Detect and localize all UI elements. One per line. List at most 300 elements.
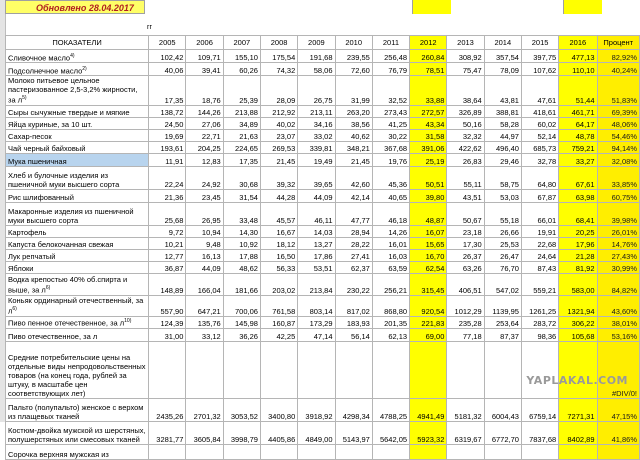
column-header-year-2014[interactable]: 2014 [484, 36, 521, 50]
value-cell-2008[interactable]: 212,92 [260, 105, 297, 117]
row-indicator-cell[interactable]: Пиво пенное отечественное, за $л^{10)}$ [6, 316, 149, 328]
value-cell-2016[interactable]: 1321,94 [559, 295, 597, 316]
value-cell-2014[interactable]: 6004,43 [484, 398, 521, 421]
highlight-cell-2016-top[interactable] [563, 0, 602, 14]
value-cell-2016[interactable]: 81,92 [559, 261, 597, 273]
value-cell-2016[interactable]: 51,44 [559, 76, 597, 106]
updated-date-cell[interactable]: Обновлено 28.04.2017 [5, 0, 145, 14]
value-cell-2009[interactable]: 34,16 [298, 117, 335, 129]
value-cell-2006[interactable]: 26,95 [186, 202, 223, 225]
value-cell-2006[interactable]: 135,76 [186, 316, 223, 328]
value-cell-2013[interactable]: 38,64 [447, 76, 484, 106]
value-cell-2005[interactable] [149, 341, 186, 398]
value-cell-2005[interactable]: 193,61 [149, 141, 186, 153]
value-cell-2013[interactable]: 6319,67 [447, 421, 484, 444]
row-indicator-cell[interactable]: Костюм-двойка мужской из шерстяных, полушерстяных или смесовых тканей [6, 421, 149, 444]
value-cell-2010[interactable]: 38,56 [335, 117, 372, 129]
column-header-year-2012[interactable]: 2012 [410, 36, 447, 50]
value-cell-2008[interactable]: 42,25 [260, 328, 297, 341]
percent-cell[interactable]: 48,06% [597, 117, 639, 129]
value-cell-2011[interactable]: 201,35 [372, 316, 409, 328]
value-cell-2010[interactable]: 28,94 [335, 225, 372, 237]
value-cell-2007[interactable]: 14,30 [223, 225, 260, 237]
value-cell-2009[interactable]: 47,14 [298, 328, 335, 341]
value-cell-2015[interactable]: 19,91 [521, 225, 558, 237]
value-cell-2014[interactable]: 1139,95 [484, 295, 521, 316]
value-cell-2011[interactable]: 32,52 [372, 76, 409, 106]
value-cell-2008[interactable]: 16,67 [260, 225, 297, 237]
value-cell-2008[interactable]: 16,50 [260, 249, 297, 261]
value-cell-2007[interactable]: 36,26 [223, 328, 260, 341]
value-cell-2016[interactable]: 8402,89 [559, 421, 597, 444]
value-cell-2010[interactable]: 348,21 [335, 141, 372, 153]
value-cell-2008[interactable]: 175,54 [260, 50, 297, 63]
value-cell-2015[interactable]: 685,73 [521, 141, 558, 153]
value-cell-2011[interactable]: 45,36 [372, 166, 409, 189]
row-indicator-cell[interactable]: Яблоки [6, 261, 149, 273]
value-cell-2009[interactable]: 14,03 [298, 225, 335, 237]
column-header-year-2010[interactable]: 2010 [335, 36, 372, 50]
percent-cell[interactable]: 54,46% [597, 129, 639, 141]
value-cell-2007[interactable]: 700,06 [223, 295, 260, 316]
value-cell-2015[interactable]: 283,72 [521, 316, 558, 328]
value-cell-2016[interactable]: 105,68 [559, 328, 597, 341]
value-cell-2011[interactable]: 76,79 [372, 63, 409, 76]
value-cell-2013[interactable]: 63,26 [447, 261, 484, 273]
value-cell-2007[interactable]: 3998,79 [223, 421, 260, 444]
value-cell-2014[interactable]: 44,97 [484, 129, 521, 141]
value-cell-2015[interactable]: 60,02 [521, 117, 558, 129]
value-cell-2014[interactable]: 26,47 [484, 249, 521, 261]
value-cell-2016[interactable]: 67,61 [559, 166, 597, 189]
row-indicator-cell[interactable]: Молоко питьевое цельное пастеризованное 2,5-3,2% жирности, за $л^{5)}$ [6, 76, 149, 106]
value-cell-2015[interactable]: 52,14 [521, 129, 558, 141]
value-cell-2013[interactable]: 32,32 [447, 129, 484, 141]
value-cell-2014[interactable]: 53,03 [484, 189, 521, 202]
value-cell-2010[interactable]: 263,20 [335, 105, 372, 117]
value-cell-2011[interactable]: 46,18 [372, 202, 409, 225]
value-cell-2009[interactable] [298, 444, 335, 459]
value-cell-2011[interactable] [372, 444, 409, 459]
value-cell-2016[interactable]: 306,22 [559, 316, 597, 328]
value-cell-2007[interactable] [223, 444, 260, 459]
value-cell-2013[interactable]: 23,18 [447, 225, 484, 237]
value-cell-2016[interactable]: 20,25 [559, 225, 597, 237]
value-cell-2016[interactable]: 21,28 [559, 249, 597, 261]
value-cell-2014[interactable]: 58,75 [484, 166, 521, 189]
value-cell-2012[interactable]: 920,54 [410, 295, 447, 316]
column-header-year-2015[interactable]: 2015 [521, 36, 558, 50]
row-indicator-cell[interactable]: Пиво отечественное, за л [6, 328, 149, 341]
value-cell-2012[interactable]: 391,06 [410, 141, 447, 153]
value-cell-2005[interactable]: 12,77 [149, 249, 186, 261]
value-cell-2005[interactable]: 10,21 [149, 237, 186, 249]
value-cell-2015[interactable]: 98,36 [521, 328, 558, 341]
value-cell-2013[interactable]: 1012,29 [447, 295, 484, 316]
value-cell-2007[interactable]: 17,35 [223, 153, 260, 166]
percent-cell[interactable]: 82,92% [597, 50, 639, 63]
value-cell-2014[interactable]: 357,54 [484, 50, 521, 63]
value-cell-2007[interactable]: 17,88 [223, 249, 260, 261]
value-cell-2006[interactable] [186, 341, 223, 398]
value-cell-2006[interactable]: 16,13 [186, 249, 223, 261]
value-cell-2008[interactable]: 23,07 [260, 129, 297, 141]
value-cell-2009[interactable]: 39,65 [298, 166, 335, 189]
value-cell-2013[interactable]: 55,11 [447, 166, 484, 189]
value-cell-2015[interactable]: 67,87 [521, 189, 558, 202]
value-cell-2010[interactable]: 5143,97 [335, 421, 372, 444]
value-cell-2016[interactable]: 110,10 [559, 63, 597, 76]
value-cell-2016[interactable]: 68,41 [559, 202, 597, 225]
value-cell-2010[interactable]: 21,45 [335, 153, 372, 166]
value-cell-2008[interactable]: 761,58 [260, 295, 297, 316]
value-cell-2006[interactable]: 33,12 [186, 328, 223, 341]
value-cell-2006[interactable] [186, 444, 223, 459]
value-cell-2010[interactable]: 72,60 [335, 63, 372, 76]
column-header-year-2005[interactable]: 2005 [149, 36, 186, 50]
value-cell-2009[interactable]: 13,27 [298, 237, 335, 249]
value-cell-2013[interactable]: 17,30 [447, 237, 484, 249]
value-cell-2008[interactable]: 3400,80 [260, 398, 297, 421]
value-cell-2015[interactable]: 87,43 [521, 261, 558, 273]
value-cell-2015[interactable]: 1261,25 [521, 295, 558, 316]
column-header-percent[interactable]: Процент [597, 36, 639, 50]
value-cell-2016[interactable]: 63,98 [559, 189, 597, 202]
value-cell-2012[interactable]: 62,54 [410, 261, 447, 273]
percent-cell[interactable]: 69,39% [597, 105, 639, 117]
value-cell-2008[interactable] [260, 341, 297, 398]
value-cell-2009[interactable]: 44,09 [298, 189, 335, 202]
value-cell-2010[interactable]: 42,60 [335, 166, 372, 189]
value-cell-2012[interactable]: 69,00 [410, 328, 447, 341]
value-cell-2006[interactable]: 109,71 [186, 50, 223, 63]
value-cell-2012[interactable]: 31,58 [410, 129, 447, 141]
column-header-year-2006[interactable]: 2006 [186, 36, 223, 50]
value-cell-2012[interactable] [410, 341, 447, 398]
column-header-year-2016[interactable]: 2016 [559, 36, 597, 50]
row-indicator-cell[interactable]: Подсолнечное масло$^{2)}$ [6, 63, 149, 76]
value-cell-2006[interactable]: 3605,84 [186, 421, 223, 444]
value-cell-2013[interactable]: 75,47 [447, 63, 484, 76]
value-cell-2014[interactable]: 55,18 [484, 202, 521, 225]
value-cell-2015[interactable]: 6759,14 [521, 398, 558, 421]
value-cell-2016[interactable]: 48,78 [559, 129, 597, 141]
value-cell-2010[interactable] [335, 444, 372, 459]
percent-cell[interactable]: 40,24% [597, 63, 639, 76]
value-cell-2016[interactable]: 64,17 [559, 117, 597, 129]
value-cell-2016[interactable]: 7271,31 [559, 398, 597, 421]
row-indicator-cell[interactable]: Картофель [6, 225, 149, 237]
value-cell-2012[interactable]: 50,51 [410, 166, 447, 189]
value-cell-2006[interactable]: 647,21 [186, 295, 223, 316]
value-cell-2011[interactable]: 30,22 [372, 129, 409, 141]
value-cell-2011[interactable]: 16,03 [372, 249, 409, 261]
row-indicator-cell[interactable]: Лук репчатый [6, 249, 149, 261]
value-cell-2013[interactable] [447, 444, 484, 459]
value-cell-2005[interactable]: 40,06 [149, 63, 186, 76]
value-cell-2015[interactable]: 47,61 [521, 76, 558, 106]
value-cell-2006[interactable]: 9,48 [186, 237, 223, 249]
value-cell-2011[interactable]: 367,68 [372, 141, 409, 153]
percent-cell[interactable]: 84,82% [597, 273, 639, 295]
percent-cell[interactable]: 32,08% [597, 153, 639, 166]
value-cell-2006[interactable]: 39,41 [186, 63, 223, 76]
value-cell-2005[interactable]: 22,24 [149, 166, 186, 189]
value-cell-2007[interactable]: 224,65 [223, 141, 260, 153]
value-cell-2016[interactable] [559, 341, 597, 398]
value-cell-2012[interactable]: 315,45 [410, 273, 447, 295]
value-cell-2008[interactable]: 4405,86 [260, 421, 297, 444]
value-cell-2011[interactable]: 5642,05 [372, 421, 409, 444]
value-cell-2005[interactable]: 24,50 [149, 117, 186, 129]
value-cell-2007[interactable]: 181,66 [223, 273, 260, 295]
value-cell-2011[interactable]: 4788,25 [372, 398, 409, 421]
column-header-indicator[interactable]: ПОКАЗАТЕЛИ [6, 36, 149, 50]
value-cell-2008[interactable]: 39,32 [260, 166, 297, 189]
value-cell-2006[interactable]: 18,76 [186, 76, 223, 106]
value-cell-2007[interactable]: 60,26 [223, 63, 260, 76]
value-cell-2008[interactable]: 44,28 [260, 189, 297, 202]
value-cell-2010[interactable]: 62,37 [335, 261, 372, 273]
value-cell-2006[interactable]: 23,45 [186, 189, 223, 202]
value-cell-2014[interactable]: 26,66 [484, 225, 521, 237]
value-cell-2009[interactable]: 58,06 [298, 63, 335, 76]
highlight-cell-2012-top[interactable] [412, 0, 451, 14]
value-cell-2007[interactable] [223, 341, 260, 398]
value-cell-2005[interactable]: 31,00 [149, 328, 186, 341]
value-cell-2008[interactable]: 45,57 [260, 202, 297, 225]
value-cell-2013[interactable]: 422,62 [447, 141, 484, 153]
value-cell-2011[interactable]: 273,43 [372, 105, 409, 117]
value-cell-2014[interactable]: 78,09 [484, 63, 521, 76]
value-cell-2006[interactable]: 166,04 [186, 273, 223, 295]
value-cell-2006[interactable]: 12,83 [186, 153, 223, 166]
row-indicator-cell[interactable]: Сыры сычужные твердые и мягкие [6, 105, 149, 117]
value-cell-2011[interactable]: 62,13 [372, 328, 409, 341]
value-cell-2012[interactable]: 272,57 [410, 105, 447, 117]
value-cell-2012[interactable]: 48,87 [410, 202, 447, 225]
value-cell-2012[interactable]: 4941,49 [410, 398, 447, 421]
value-cell-2008[interactable]: 269,53 [260, 141, 297, 153]
value-cell-2013[interactable]: 50,16 [447, 117, 484, 129]
value-cell-2009[interactable] [298, 341, 335, 398]
value-cell-2014[interactable] [484, 341, 521, 398]
value-cell-2015[interactable]: 22,68 [521, 237, 558, 249]
column-header-year-2008[interactable]: 2008 [260, 36, 297, 50]
value-cell-2007[interactable]: 48,62 [223, 261, 260, 273]
value-cell-2013[interactable]: 406,51 [447, 273, 484, 295]
value-cell-2015[interactable]: 24,64 [521, 249, 558, 261]
row-indicator-cell[interactable]: Чай черный байховый [6, 141, 149, 153]
value-cell-2009[interactable]: 191,68 [298, 50, 335, 63]
percent-cell[interactable]: 43,60% [597, 295, 639, 316]
value-cell-2009[interactable]: 803,14 [298, 295, 335, 316]
value-cell-2010[interactable]: 40,62 [335, 129, 372, 141]
value-cell-2007[interactable]: 33,48 [223, 202, 260, 225]
row-indicator-cell[interactable]: Капуста белокочанная свежая [6, 237, 149, 249]
value-cell-2015[interactable]: 559,21 [521, 273, 558, 295]
value-cell-2014[interactable]: 29,46 [484, 153, 521, 166]
value-cell-2012[interactable]: 25,19 [410, 153, 447, 166]
value-cell-2005[interactable]: 557,90 [149, 295, 186, 316]
row-indicator-cell[interactable]: Коньяк ординарный отечественный, за $л^{6)}$ [6, 295, 149, 316]
value-cell-2009[interactable]: 33,02 [298, 129, 335, 141]
row-indicator-cell[interactable]: Мука пшеничная [6, 153, 149, 166]
value-cell-2010[interactable]: 239,55 [335, 50, 372, 63]
value-cell-2015[interactable]: 107,62 [521, 63, 558, 76]
value-cell-2007[interactable]: 21,63 [223, 129, 260, 141]
value-cell-2006[interactable]: 144,26 [186, 105, 223, 117]
value-cell-2007[interactable]: 31,54 [223, 189, 260, 202]
value-cell-2005[interactable]: 148,89 [149, 273, 186, 295]
value-cell-2010[interactable]: 27,41 [335, 249, 372, 261]
value-cell-2010[interactable]: 56,14 [335, 328, 372, 341]
value-cell-2008[interactable]: 21,45 [260, 153, 297, 166]
value-cell-2009[interactable]: 4849,00 [298, 421, 335, 444]
value-cell-2005[interactable]: 11,91 [149, 153, 186, 166]
row-indicator-cell[interactable]: Макаронные изделия из пшеничной муки высшего сорта [6, 202, 149, 225]
value-cell-2012[interactable]: 33,88 [410, 76, 447, 106]
value-cell-2009[interactable]: 19,49 [298, 153, 335, 166]
percent-cell[interactable]: 94,14% [597, 141, 639, 153]
value-cell-2015[interactable]: 32,78 [521, 153, 558, 166]
value-cell-2006[interactable]: 24,92 [186, 166, 223, 189]
row-indicator-cell[interactable]: Сахар-песок [6, 129, 149, 141]
value-cell-2010[interactable]: 230,22 [335, 273, 372, 295]
value-cell-2009[interactable]: 3918,92 [298, 398, 335, 421]
value-cell-2010[interactable]: 183,93 [335, 316, 372, 328]
value-cell-2014[interactable]: 6772,70 [484, 421, 521, 444]
value-cell-2012[interactable]: 16,07 [410, 225, 447, 237]
value-cell-2011[interactable]: 41,25 [372, 117, 409, 129]
value-cell-2012[interactable]: 43,34 [410, 117, 447, 129]
value-cell-2011[interactable]: 14,26 [372, 225, 409, 237]
percent-cell[interactable]: 60,75% [597, 189, 639, 202]
value-cell-2011[interactable]: 63,59 [372, 261, 409, 273]
value-cell-2015[interactable]: 397,75 [521, 50, 558, 63]
value-cell-2009[interactable]: 173,29 [298, 316, 335, 328]
percent-cell[interactable] [597, 444, 639, 459]
value-cell-2011[interactable] [372, 341, 409, 398]
percent-cell[interactable]: 41,86% [597, 421, 639, 444]
column-header-year-2011[interactable]: 2011 [372, 36, 409, 50]
percent-cell[interactable]: 14,76% [597, 237, 639, 249]
value-cell-2008[interactable]: 28,09 [260, 76, 297, 106]
value-cell-2013[interactable]: 308,92 [447, 50, 484, 63]
value-cell-2006[interactable]: 10,94 [186, 225, 223, 237]
value-cell-2011[interactable]: 16,01 [372, 237, 409, 249]
row-indicator-cell[interactable]: Хлеб и булочные изделия из пшеничной муки высшего сорта [6, 166, 149, 189]
value-cell-2008[interactable]: 74,32 [260, 63, 297, 76]
value-cell-2014[interactable]: 76,70 [484, 261, 521, 273]
value-cell-2016[interactable]: 477,13 [559, 50, 597, 63]
column-header-year-2007[interactable]: 2007 [223, 36, 260, 50]
value-cell-2006[interactable]: 27,06 [186, 117, 223, 129]
percent-cell[interactable]: 51,83% [597, 76, 639, 106]
row-indicator-cell[interactable]: Рис шлифованный [6, 189, 149, 202]
value-cell-2008[interactable]: 203,02 [260, 273, 297, 295]
value-cell-2005[interactable]: 21,36 [149, 189, 186, 202]
value-cell-2013[interactable]: 43,51 [447, 189, 484, 202]
value-cell-2013[interactable]: 26,83 [447, 153, 484, 166]
value-cell-2010[interactable]: 31,99 [335, 76, 372, 106]
row-indicator-cell[interactable]: Яйца куриные, за 10 шт. [6, 117, 149, 129]
value-cell-2016[interactable] [559, 444, 597, 459]
percent-cell[interactable]: 39,98% [597, 202, 639, 225]
row-indicator-cell[interactable]: Пальто (полупальто) женское с верхом из плащевых тканей [6, 398, 149, 421]
value-cell-2005[interactable]: 102,42 [149, 50, 186, 63]
value-cell-2013[interactable]: 26,37 [447, 249, 484, 261]
value-cell-2016[interactable]: 33,27 [559, 153, 597, 166]
row-indicator-cell[interactable]: Средние потребительские цены на отдельные виды непродовольственных товаров (на конец года, рублей за штуку, в масштабе цен соответствующих лет) [6, 341, 149, 398]
value-cell-2015[interactable]: 66,01 [521, 202, 558, 225]
value-cell-2007[interactable]: 30,68 [223, 166, 260, 189]
value-cell-2012[interactable]: 78,51 [410, 63, 447, 76]
percent-cell[interactable]: 47,15% [597, 398, 639, 421]
row-indicator-cell[interactable]: Сорочка верхняя мужская из [6, 444, 149, 459]
value-cell-2010[interactable]: 817,02 [335, 295, 372, 316]
percent-cell[interactable]: 27,43% [597, 249, 639, 261]
value-cell-2014[interactable]: 43,81 [484, 76, 521, 106]
value-cell-2014[interactable]: 253,64 [484, 316, 521, 328]
value-cell-2009[interactable]: 213,11 [298, 105, 335, 117]
value-cell-2010[interactable]: 42,14 [335, 189, 372, 202]
value-cell-2015[interactable]: 418,61 [521, 105, 558, 117]
value-cell-2006[interactable]: 204,25 [186, 141, 223, 153]
row-indicator-cell[interactable]: Сливочное масло$^{4)}$ [6, 50, 149, 63]
value-cell-2016[interactable]: 17,96 [559, 237, 597, 249]
value-cell-2009[interactable]: 339,81 [298, 141, 335, 153]
value-cell-2015[interactable]: 64,80 [521, 166, 558, 189]
value-cell-2016[interactable]: 583,00 [559, 273, 597, 295]
value-cell-2008[interactable]: 56,33 [260, 261, 297, 273]
column-header-year-2009[interactable]: 2009 [298, 36, 335, 50]
value-cell-2009[interactable]: 213,84 [298, 273, 335, 295]
percent-cell[interactable]: 38,01% [597, 316, 639, 328]
value-cell-2014[interactable]: 496,40 [484, 141, 521, 153]
value-cell-2014[interactable]: 25,53 [484, 237, 521, 249]
value-cell-2012[interactable]: 15,65 [410, 237, 447, 249]
value-cell-2007[interactable]: 10,92 [223, 237, 260, 249]
value-cell-2010[interactable]: 47,77 [335, 202, 372, 225]
value-cell-2006[interactable]: 2701,32 [186, 398, 223, 421]
value-cell-2014[interactable]: 87,37 [484, 328, 521, 341]
value-cell-2012[interactable]: 5923,32 [410, 421, 447, 444]
value-cell-2007[interactable]: 145,98 [223, 316, 260, 328]
value-cell-2012[interactable]: 260,84 [410, 50, 447, 63]
percent-cell[interactable]: #DIV/0! [597, 341, 639, 398]
value-cell-2005[interactable]: 138,72 [149, 105, 186, 117]
value-cell-2005[interactable]: 9,72 [149, 225, 186, 237]
value-cell-2012[interactable]: 39,80 [410, 189, 447, 202]
value-cell-2005[interactable]: 2435,26 [149, 398, 186, 421]
value-cell-2006[interactable]: 22,71 [186, 129, 223, 141]
value-cell-2005[interactable]: 17,35 [149, 76, 186, 106]
value-cell-2007[interactable]: 25,39 [223, 76, 260, 106]
value-cell-2014[interactable] [484, 444, 521, 459]
value-cell-2011[interactable]: 868,80 [372, 295, 409, 316]
value-cell-2015[interactable] [521, 444, 558, 459]
value-cell-2005[interactable]: 3281,77 [149, 421, 186, 444]
value-cell-2007[interactable]: 3053,52 [223, 398, 260, 421]
value-cell-2013[interactable]: 326,89 [447, 105, 484, 117]
value-cell-2016[interactable]: 759,21 [559, 141, 597, 153]
value-cell-2012[interactable]: 16,70 [410, 249, 447, 261]
value-cell-2010[interactable]: 4298,34 [335, 398, 372, 421]
value-cell-2011[interactable]: 256,21 [372, 273, 409, 295]
value-cell-2009[interactable]: 53,51 [298, 261, 335, 273]
value-cell-2005[interactable] [149, 444, 186, 459]
